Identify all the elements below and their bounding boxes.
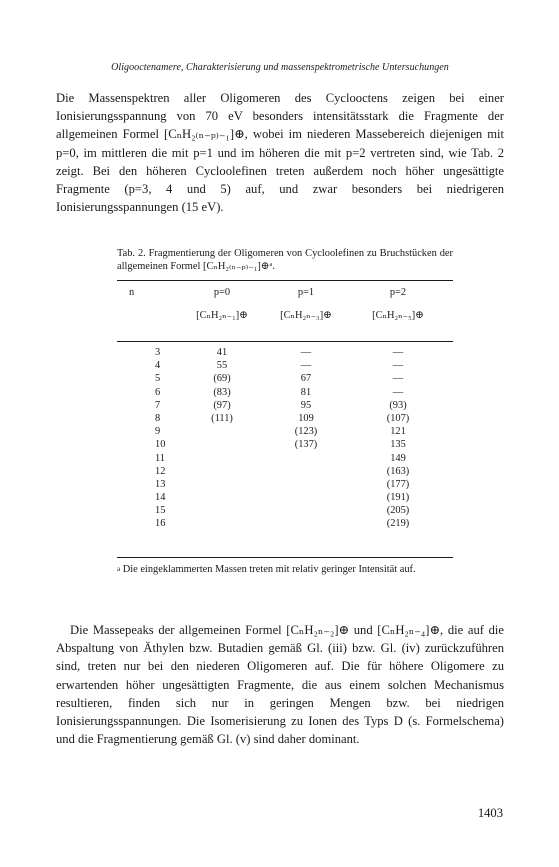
- page-number: 1403: [477, 806, 503, 820]
- mass-cell: (83): [213, 386, 231, 398]
- table-row: [117, 465, 453, 478]
- table-bottom-rule: [117, 557, 453, 558]
- mass-cell: 121: [390, 426, 406, 438]
- row-n-cell: 11: [155, 452, 166, 464]
- mass-cell: (137): [294, 439, 318, 451]
- table-row: [117, 452, 453, 465]
- table-row: [117, 438, 453, 451]
- mass-cell: 81: [300, 386, 312, 398]
- col-header-p1: p=1: [297, 287, 315, 298]
- row-n-cell: 4: [155, 360, 161, 372]
- col-header-p2: p=2: [389, 287, 407, 298]
- mass-cell: —: [300, 347, 312, 358]
- row-n-cell: 5: [155, 373, 161, 385]
- mass-cell: 67: [300, 373, 312, 385]
- row-n-cell: 13: [155, 478, 166, 490]
- table-top-rule: [117, 280, 453, 281]
- table-row: [117, 412, 453, 425]
- row-n-cell: 9: [155, 426, 161, 438]
- table-formula-row: [117, 309, 453, 322]
- mass-cell: (191): [386, 492, 410, 504]
- table-row: [117, 517, 453, 530]
- table-caption: [117, 247, 453, 273]
- running-header: Oligooctenamere, Charakterisierung und massenspektrometrische Untersuchungen: [111, 62, 449, 73]
- table-header-rule: [117, 341, 453, 342]
- mass-cell: 55: [216, 360, 228, 372]
- table-footnote: [117, 563, 453, 576]
- table-row: [117, 346, 453, 359]
- mass-cell: (163): [386, 465, 410, 477]
- formula-p0: [CₙH₂ₙ₋₁]⊕: [196, 310, 248, 322]
- mass-cell: 95: [300, 399, 312, 411]
- mass-cell: (205): [386, 505, 410, 517]
- row-n-cell: 3: [155, 347, 161, 358]
- row-n-cell: 10: [155, 439, 166, 451]
- table-caption-text: Tab. 2. Fragmentierung der Oligomeren von Cycloolefinen zu Bruchstücken der allgemeinen Formel [CₙH₂₍ₙ₋ₚ₎₋₁]⊕ᵃ.: [117, 248, 453, 272]
- formula-p1: [CₙH₂ₙ₋₃]⊕: [280, 310, 332, 322]
- table-row: [117, 504, 453, 517]
- row-n-cell: 16: [155, 518, 166, 530]
- mass-cell: —: [392, 373, 404, 385]
- mass-cell: —: [392, 386, 404, 398]
- mass-cell: (93): [389, 399, 407, 411]
- table-row: [117, 491, 453, 504]
- mass-cell: (107): [386, 412, 410, 424]
- mass-cell: (97): [213, 399, 231, 411]
- table-row: [117, 386, 453, 399]
- mass-cell: —: [392, 360, 404, 372]
- table-row: [117, 425, 453, 438]
- row-n-cell: 8: [155, 412, 161, 424]
- table-row: [117, 372, 453, 385]
- table-header: [117, 286, 453, 322]
- body-paragraph-1: [56, 89, 504, 216]
- col-header-n: n: [129, 287, 135, 298]
- paragraph-2-text: Die Massepeaks der allgemeinen Formel [CₙH₂ₙ₋₂]⊕ und [CₙH₂ₙ₋₄]⊕, die auf die Abspaltung von Äthylen bzw. Butadien gemäß Gl. (iii) bzw. Gl. (iv) zurückzuführen sind, treten nur bei den niederen Oligomeren auf. Die für höhere Oligomere zu erwartenden höher ungesättigten Fragmente, die aus einem solchen Mechanismus resultieren, finden sich nur in geringen Mengen bzw. bei niedrigen Ionisierungsspannungen. Die Isomerisierung zu Ionen des Typs D (s. Formelschema) und die Fragmentierung gemäß Gl. (v) sind daher dominant.: [56, 623, 504, 747]
- col-header-p0: p=0: [213, 287, 231, 298]
- mass-cell: (111): [211, 412, 233, 424]
- table-row: [117, 478, 453, 491]
- paragraph-1-text: Die Massenspektren aller Oligomeren des Cyclooctens zeigen bei einer Ionisierungsspannung von 70 eV besonders intensitätsstark die Fragmente der allgemeinen Formel [CₙH₂₍ₙ₋ₚ₎₋₁]⊕, wobei im niederen Massebereich diejenigen mit p=0, im mittleren die mit p=1 und im höheren die mit p=2 vertreten sind, wie Tab. 2 zeigt. Bei den höheren Cycloolefinen treten außerdem noch höher ungesättigte Fragmente (p=3, 4 und 5) auf, und zwar besonders bei niedrigeren Ionisierungsspannungen (15 eV).: [56, 91, 504, 215]
- mass-cell: 41: [216, 347, 228, 358]
- row-n-cell: 14: [155, 492, 166, 504]
- row-n-cell: 7: [155, 399, 161, 411]
- mass-cell: —: [392, 347, 404, 358]
- mass-cell: —: [300, 360, 312, 372]
- mass-cell: 149: [390, 452, 406, 464]
- row-n-cell: 15: [155, 505, 166, 517]
- body-paragraph-2: [56, 621, 504, 748]
- row-n-cell: 12: [155, 465, 166, 477]
- footnote-marker: a: [117, 565, 121, 573]
- table-row: [117, 399, 453, 412]
- mass-cell: (177): [386, 478, 410, 490]
- formula-p2: [CₙH₂ₙ₋₅]⊕: [372, 310, 424, 322]
- mass-cell: 109: [298, 412, 314, 424]
- mass-cell: 135: [390, 439, 406, 451]
- table-row: [117, 359, 453, 372]
- row-n-cell: 6: [155, 386, 161, 398]
- mass-cell: (219): [386, 518, 410, 530]
- footnote-text: Die eingeklammerten Massen treten mit relativ geringer Intensität auf.: [122, 564, 416, 575]
- mass-cell: (69): [213, 373, 231, 385]
- table-header-row: [117, 286, 453, 299]
- mass-cell: (123): [294, 426, 318, 438]
- table-body: [117, 346, 453, 531]
